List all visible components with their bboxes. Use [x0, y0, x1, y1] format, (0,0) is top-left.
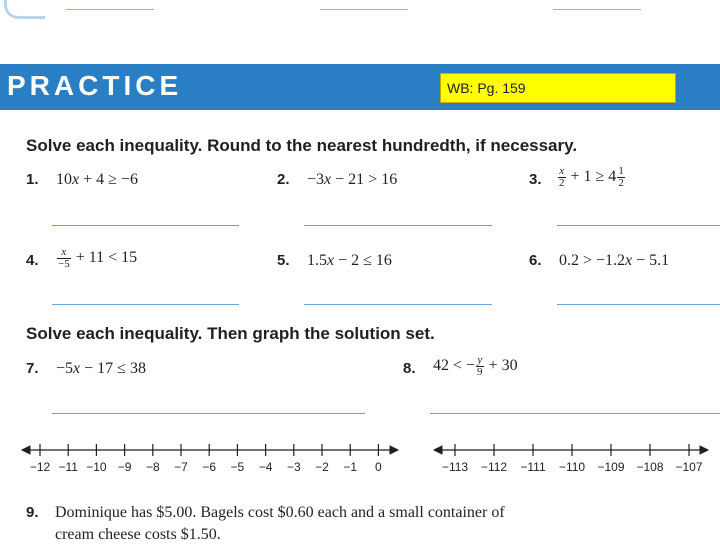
- problem-3-expression: $\frac{x}{2}$ + 1 ≥ 4 $\frac{1}{2}$: [559, 165, 624, 189]
- problem-number: 7.: [26, 360, 39, 377]
- problem-number: 2.: [277, 171, 290, 188]
- answer-line: [52, 413, 365, 414]
- number-line-label: −113: [441, 460, 469, 474]
- number-line-label: −8: [145, 460, 160, 474]
- number-line-label: −12: [29, 460, 51, 474]
- problem-number: 4.: [26, 252, 39, 269]
- problem-2-expression: −3x − 21 > 16: [307, 171, 398, 188]
- answer-line: [557, 225, 720, 226]
- problem-9-text-line-2: cream cheese costs $1.50.: [55, 526, 221, 543]
- problem-5-expression: 1.5x − 2 ≤ 16: [307, 252, 392, 269]
- page-corner-decoration: [4, 0, 45, 19]
- answer-line: [52, 304, 239, 305]
- answer-line: [557, 304, 720, 305]
- number-line-label: −11: [58, 460, 78, 474]
- number-line-label: −1: [343, 460, 358, 474]
- answer-line: [304, 304, 492, 305]
- number-line-label: −110: [558, 460, 586, 474]
- number-line-label: −9: [117, 460, 132, 474]
- problem-number: 6.: [529, 252, 542, 269]
- answer-line: [52, 225, 239, 226]
- number-line-label: 0: [375, 460, 382, 474]
- answer-line: [430, 413, 720, 414]
- banner-title: PRACTICE: [7, 70, 183, 101]
- number-line-label: −3: [286, 460, 301, 474]
- number-line-label: −2: [315, 460, 329, 474]
- number-line-label: −111: [520, 460, 546, 474]
- number-line-label: −4: [258, 460, 273, 474]
- top-rule: [320, 9, 408, 10]
- number-line-label: −108: [636, 460, 664, 474]
- answer-line: [304, 225, 492, 226]
- problem-1-expression: 10x + 4 ≥ −6: [56, 171, 138, 188]
- number-line-label: −7: [174, 460, 188, 474]
- number-line-right: [434, 444, 708, 456]
- problem-9-text-line-1: Dominique has $5.00. Bagels cost $0.60 each and a small container of: [55, 504, 505, 521]
- problem-8-expression: 42 < − $\frac{y}{9}$ + 30: [433, 354, 518, 378]
- problem-6-expression: 0.2 > −1.2x − 5.1: [559, 252, 670, 269]
- number-line-label: −109: [597, 460, 625, 474]
- section-2-instruction: Solve each inequality. Then graph the solution set.: [26, 324, 435, 343]
- number-line-label: −5: [230, 460, 245, 474]
- problem-number: 5.: [277, 252, 290, 269]
- problem-4-expression: $\frac{x}{-5}$ + 11 < 15: [58, 246, 138, 270]
- workbook-note: WB: Pg. 159: [447, 80, 526, 96]
- top-rule: [66, 9, 154, 10]
- number-line-label: −112: [480, 460, 508, 474]
- number-line-left: [22, 444, 398, 456]
- number-line-label: −107: [675, 460, 703, 474]
- number-line-label: −10: [86, 460, 107, 474]
- number-line-label: −6: [202, 460, 217, 474]
- problem-number: 9.: [26, 504, 39, 521]
- problem-number: 1.: [26, 171, 39, 188]
- problem-7-expression: −5x − 17 ≤ 38: [56, 360, 146, 377]
- problem-number: 3.: [529, 171, 542, 188]
- section-1-instruction: Solve each inequality. Round to the nearest hundredth, if necessary.: [26, 136, 578, 155]
- top-rule: [553, 9, 641, 10]
- problem-number: 8.: [403, 360, 416, 377]
